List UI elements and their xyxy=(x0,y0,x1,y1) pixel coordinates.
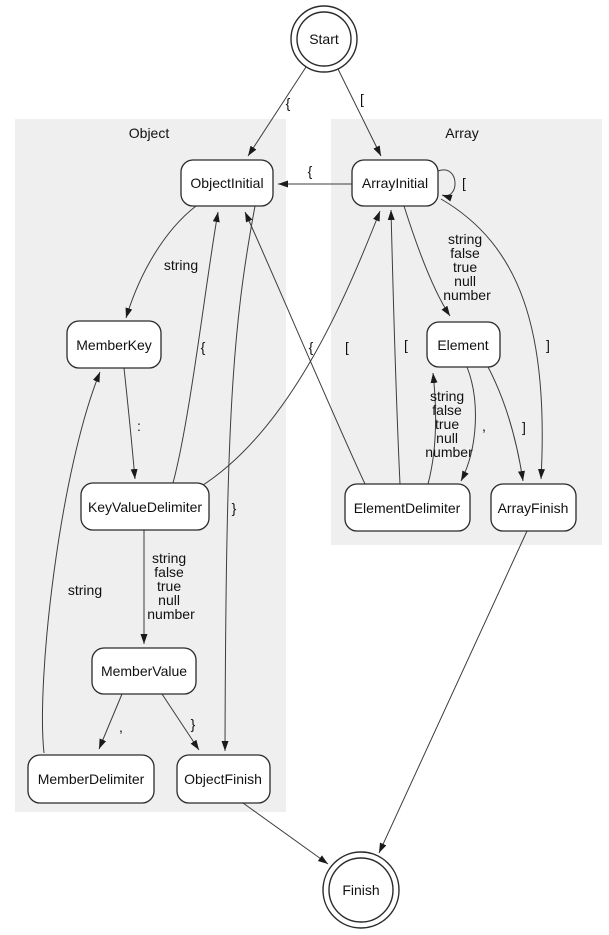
edge-label-colon: : xyxy=(137,418,141,434)
edge-label-open-brace: { xyxy=(200,339,206,355)
edge-label-comma: , xyxy=(482,418,486,434)
edge-label-open-bracket: [ xyxy=(360,91,364,107)
node-array-initial xyxy=(352,160,438,206)
member-value-label: MemberValue xyxy=(100,663,188,679)
node-member-delimiter xyxy=(28,755,154,803)
cluster-array-label: Array xyxy=(445,125,479,141)
edge-label-open-brace: { xyxy=(285,95,291,111)
node-member-value xyxy=(92,648,196,694)
array-finish-label: ArrayFinish xyxy=(497,500,569,516)
cluster-object-bg xyxy=(15,119,286,812)
edge-label-open-bracket: [ xyxy=(404,337,408,353)
edge-label-string: string xyxy=(67,582,103,598)
node-element-delimiter xyxy=(345,484,470,531)
edge-label-close-brace: } xyxy=(231,500,237,516)
node-object-finish xyxy=(177,755,270,803)
edge-label-value-tokens: string false true null number xyxy=(147,550,195,622)
edge-label-close-bracket: ] xyxy=(522,419,526,435)
node-object-initial xyxy=(181,160,273,206)
node-element xyxy=(427,322,500,367)
edge-objectfinish-finish xyxy=(243,803,328,864)
object-finish-label: ObjectFinish xyxy=(184,771,262,787)
start-label: Start xyxy=(309,31,339,47)
node-start xyxy=(291,6,357,72)
element-delimiter-label: ElementDelimiter xyxy=(353,500,461,516)
cluster-object xyxy=(15,119,286,812)
cluster-object-label: Object xyxy=(128,125,170,141)
node-member-key xyxy=(67,321,161,368)
edge-label-open-bracket: [ xyxy=(345,339,349,355)
member-delimiter-label: MemberDelimiter xyxy=(37,771,145,787)
element-label: Element xyxy=(437,337,489,353)
finish-label: Finish xyxy=(342,882,380,898)
edge-label-close-bracket: ] xyxy=(546,337,550,353)
key-value-delimiter-label: KeyValueDelimiter xyxy=(87,499,203,515)
edge-arrayfinish-finish xyxy=(379,531,527,853)
edge-label-comma: , xyxy=(119,719,123,735)
node-key-value-delimiter xyxy=(81,483,209,530)
edge-label-open-brace: { xyxy=(307,163,313,179)
edge-label-close-brace: } xyxy=(190,716,196,732)
edge-label-string: string xyxy=(163,257,199,273)
member-key-label: MemberKey xyxy=(76,337,152,353)
array-initial-label: ArrayInitial xyxy=(361,175,429,191)
edge-label-value-tokens: string false true null number xyxy=(425,388,473,460)
node-finish xyxy=(323,852,399,928)
edge-label-open-bracket: [ xyxy=(462,175,466,191)
node-array-finish xyxy=(491,484,576,531)
edge-label-open-brace: { xyxy=(308,339,314,355)
object-initial-label: ObjectInitial xyxy=(190,175,264,191)
edge-label-value-tokens: string false true null number xyxy=(443,231,491,303)
